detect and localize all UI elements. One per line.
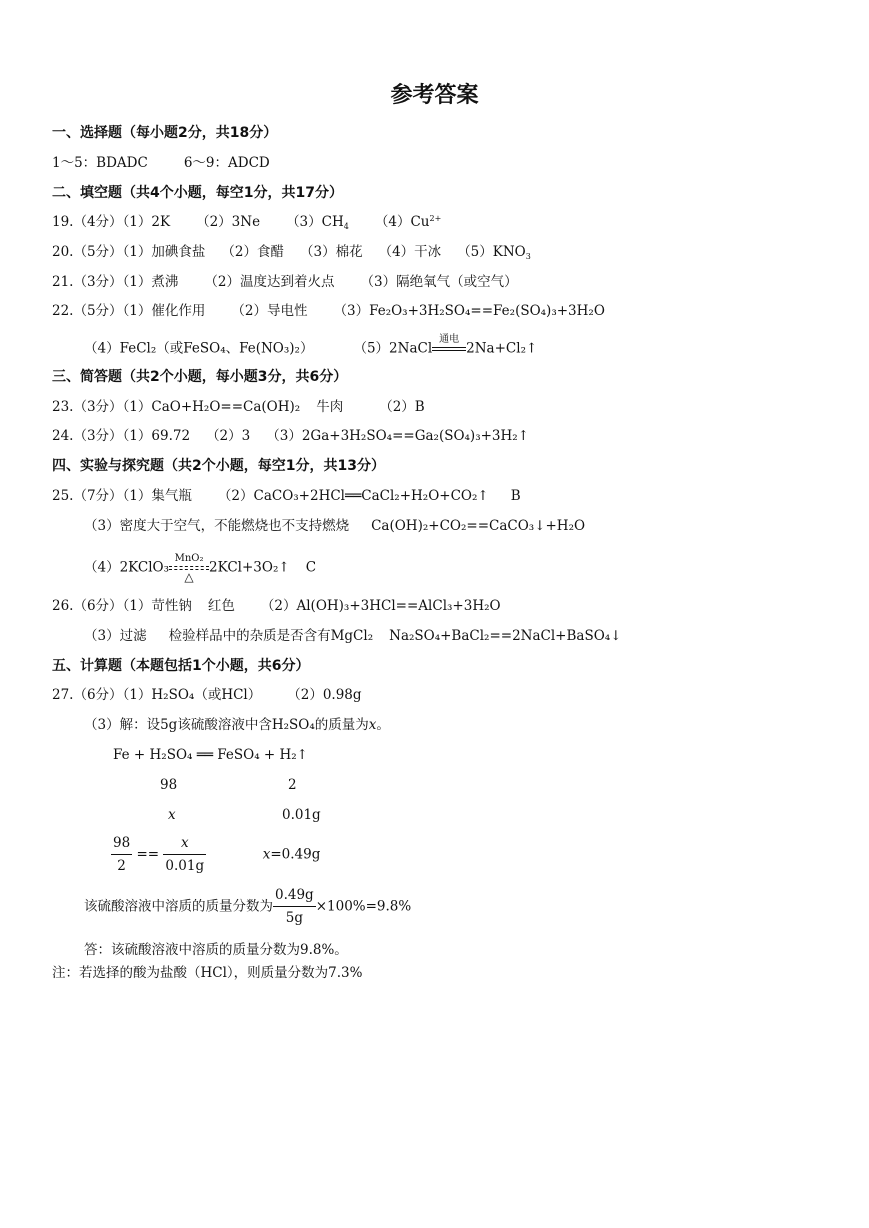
mass-h2: 2 (288, 777, 297, 793)
section-3-heading: 三、简答题（共2个小题，每小题3分，共6分） (52, 369, 348, 385)
q27-row-2 (84, 715, 390, 735)
q22-row (52, 301, 605, 321)
q27-p3-end: 。 (376, 717, 390, 733)
q23-row (52, 397, 425, 417)
q22-p4: （4）FeCl₂（或FeSO₄、Fe(NO₃)₂） (84, 340, 314, 357)
q19-row (52, 212, 441, 232)
answers-1-5: 1～5：BDADC (52, 155, 148, 171)
q26-p1b: 红色 (207, 598, 235, 614)
q25-p4-reactant: （4）2KClO₃ (84, 559, 170, 576)
q20-num: 20.（5分） (52, 244, 123, 260)
solution-x-var: x (262, 846, 271, 863)
q22-p1: （1）催化作用 (122, 303, 206, 319)
q25-p2: （2）CaCO₃+2HCl══CaCl₂+H₂O+CO₂↑ (217, 488, 489, 504)
q23-p1b: 牛肉 (316, 399, 344, 415)
q25-p2b: B (510, 488, 521, 504)
q24-p1: （1）69.72 (122, 428, 191, 444)
q25-num: 25.（7分） (52, 488, 123, 504)
q25-p3: （3）密度大于空气，不能燃烧也不支持燃烧 (84, 518, 350, 534)
q24-p3: （3）2Ga+3H₂SO₄==Ga₂(SO₄)₃+3H₂↑ (266, 428, 530, 444)
q20-p2: （2）食醋 (221, 244, 284, 260)
q22-p3: （3）Fe₂O₃+3H₂SO₄==Fe₂(SO₄)₃+3H₂O (333, 303, 605, 319)
section-5-heading: 五、计算题（本题包括1个小题，共6分） (52, 658, 310, 674)
q23-p2: （2）B (379, 399, 425, 415)
q20-p4: （4）干冰 (378, 244, 442, 260)
q25-row (52, 486, 521, 506)
electrolysis-condition (432, 334, 466, 364)
q23-p1: （1）CaO+H₂O==Ca(OH)₂ (122, 399, 301, 415)
fraction-98-2 (111, 832, 132, 877)
fraction-x-001 (163, 832, 206, 877)
q21-num: 21.（3分） (52, 274, 123, 290)
q21-p1: （1）煮沸 (122, 274, 179, 290)
reaction-equation: Fe + H₂SO₄ ══ FeSO₄ + H₂↑ (113, 747, 308, 763)
q25-p4-product: 2KCl+3O₂↑ (209, 559, 290, 576)
q23-num: 23.（3分） (52, 399, 123, 415)
q26-p3b: 检验样品中的杂质是否含有MgCl₂ (168, 628, 374, 644)
q26-p1: （1）苛性钠 (122, 598, 192, 614)
q22-p5-reactant: （5）2NaCl (353, 340, 433, 357)
q21-row (52, 272, 518, 292)
q20-row (52, 242, 531, 262)
q19-num: 19.（4分） (52, 214, 123, 230)
fraction-1-num: 98 (111, 832, 132, 855)
q19-p3-sub: 4 (343, 222, 349, 231)
q22-row-2 (84, 334, 537, 364)
unknown-x: x (168, 807, 176, 823)
section-4-heading: 四、实验与探究题（共2个小题，每空1分，共13分） (52, 458, 385, 474)
q25-row-2 (84, 516, 585, 536)
section-2-heading: 二、填空题（共4个小题，每空1分，共17分） (52, 185, 343, 201)
note: 注：若选择的酸为盐酸（HCl），则质量分数为7.3% (52, 965, 363, 981)
percentage-result: ×100%=9.8% (315, 898, 412, 915)
fraction-2-den: 0.01g (165, 858, 205, 874)
q27-p1: （1）H₂SO₄（或HCl） (122, 687, 262, 703)
q25-p3b: Ca(OH)₂+CO₂==CaCO₃↓+H₂O (371, 518, 586, 534)
h2-mass-value: 0.01g (282, 807, 321, 823)
final-answer: 答：该硫酸溶液中溶质的质量分数为9.8%。 (84, 942, 348, 958)
q26-p2: （2）Al(OH)₃+3HCl==AlCl₃+3H₂O (260, 598, 501, 614)
q19-p2: （2）3Ne (196, 214, 261, 230)
condition-electrify: 通电 (439, 334, 460, 345)
q24-num: 24.（3分） (52, 428, 123, 444)
percentage-den: 5g (285, 910, 303, 926)
solution-x (263, 847, 321, 863)
q27-p3-var: x (368, 717, 377, 733)
percentage-label: 该硫酸溶液中溶质的质量分数为 (84, 898, 273, 915)
q19-p4-sup: 2+ (429, 214, 442, 223)
q24-p2: （2）3 (206, 428, 251, 444)
q20-p5: （5）KNO (457, 244, 526, 260)
q19-p4: （4）Cu (374, 214, 430, 230)
q20-p3: （3）棉花 (300, 244, 363, 260)
q25-p1: （1）集气瓶 (122, 488, 192, 504)
q27-row (52, 685, 362, 705)
condition-heat: △ (184, 570, 194, 584)
fraction-2-num: x (163, 832, 206, 855)
q19-p1: （1）2K (122, 214, 171, 230)
fraction-1-den: 2 (117, 858, 126, 874)
mass-h2so4: 98 (160, 777, 178, 793)
q27-p2: （2）0.98g (287, 687, 362, 703)
q25-row-3 (84, 553, 316, 583)
percentage-row (84, 884, 411, 929)
equals-sign: == (136, 846, 160, 863)
q24-row (52, 426, 529, 446)
condition-mno2: MnO₂ (174, 553, 204, 564)
q26-num: 26.（6分） (52, 598, 123, 614)
q20-p1: （1）加碘食盐 (122, 244, 206, 260)
q25-p4c: C (305, 559, 317, 576)
q19-p3: （3）CH (286, 214, 344, 230)
proportion-row (111, 832, 320, 877)
q20-p5-sub: 3 (525, 252, 531, 261)
q26-p3c: Na₂SO₄+BaCl₂==2NaCl+BaSO₄↓ (389, 628, 622, 644)
q21-p2: （2）温度达到着火点 (204, 274, 335, 290)
q26-row (52, 596, 501, 616)
q27-num: 27.（6分） (52, 687, 123, 703)
solution-x-value: =0.49g (270, 846, 321, 863)
answer-row-1-9 (52, 153, 270, 173)
q26-p3: （3）过滤 (84, 628, 147, 644)
catalyst-condition (169, 553, 209, 583)
page-title: 参考答案 (390, 83, 479, 108)
percentage-num: 0.49g (273, 884, 316, 907)
q22-p2: （2）导电性 (231, 303, 308, 319)
q26-row-2 (84, 626, 622, 646)
q22-p5-product: 2Na+Cl₂↑ (466, 340, 538, 357)
fraction-percentage (273, 884, 316, 929)
answers-6-9: 6～9：ADCD (183, 155, 270, 171)
q21-p3: （3）隔绝氧气（或空气） (360, 274, 518, 290)
section-1-heading: 一、选择题（每小题2分，共18分） (52, 125, 278, 141)
q22-num: 22.（5分） (52, 303, 123, 319)
q27-p3: （3）解：设5g该硫酸溶液中含H₂SO₄的质量为 (84, 717, 369, 733)
